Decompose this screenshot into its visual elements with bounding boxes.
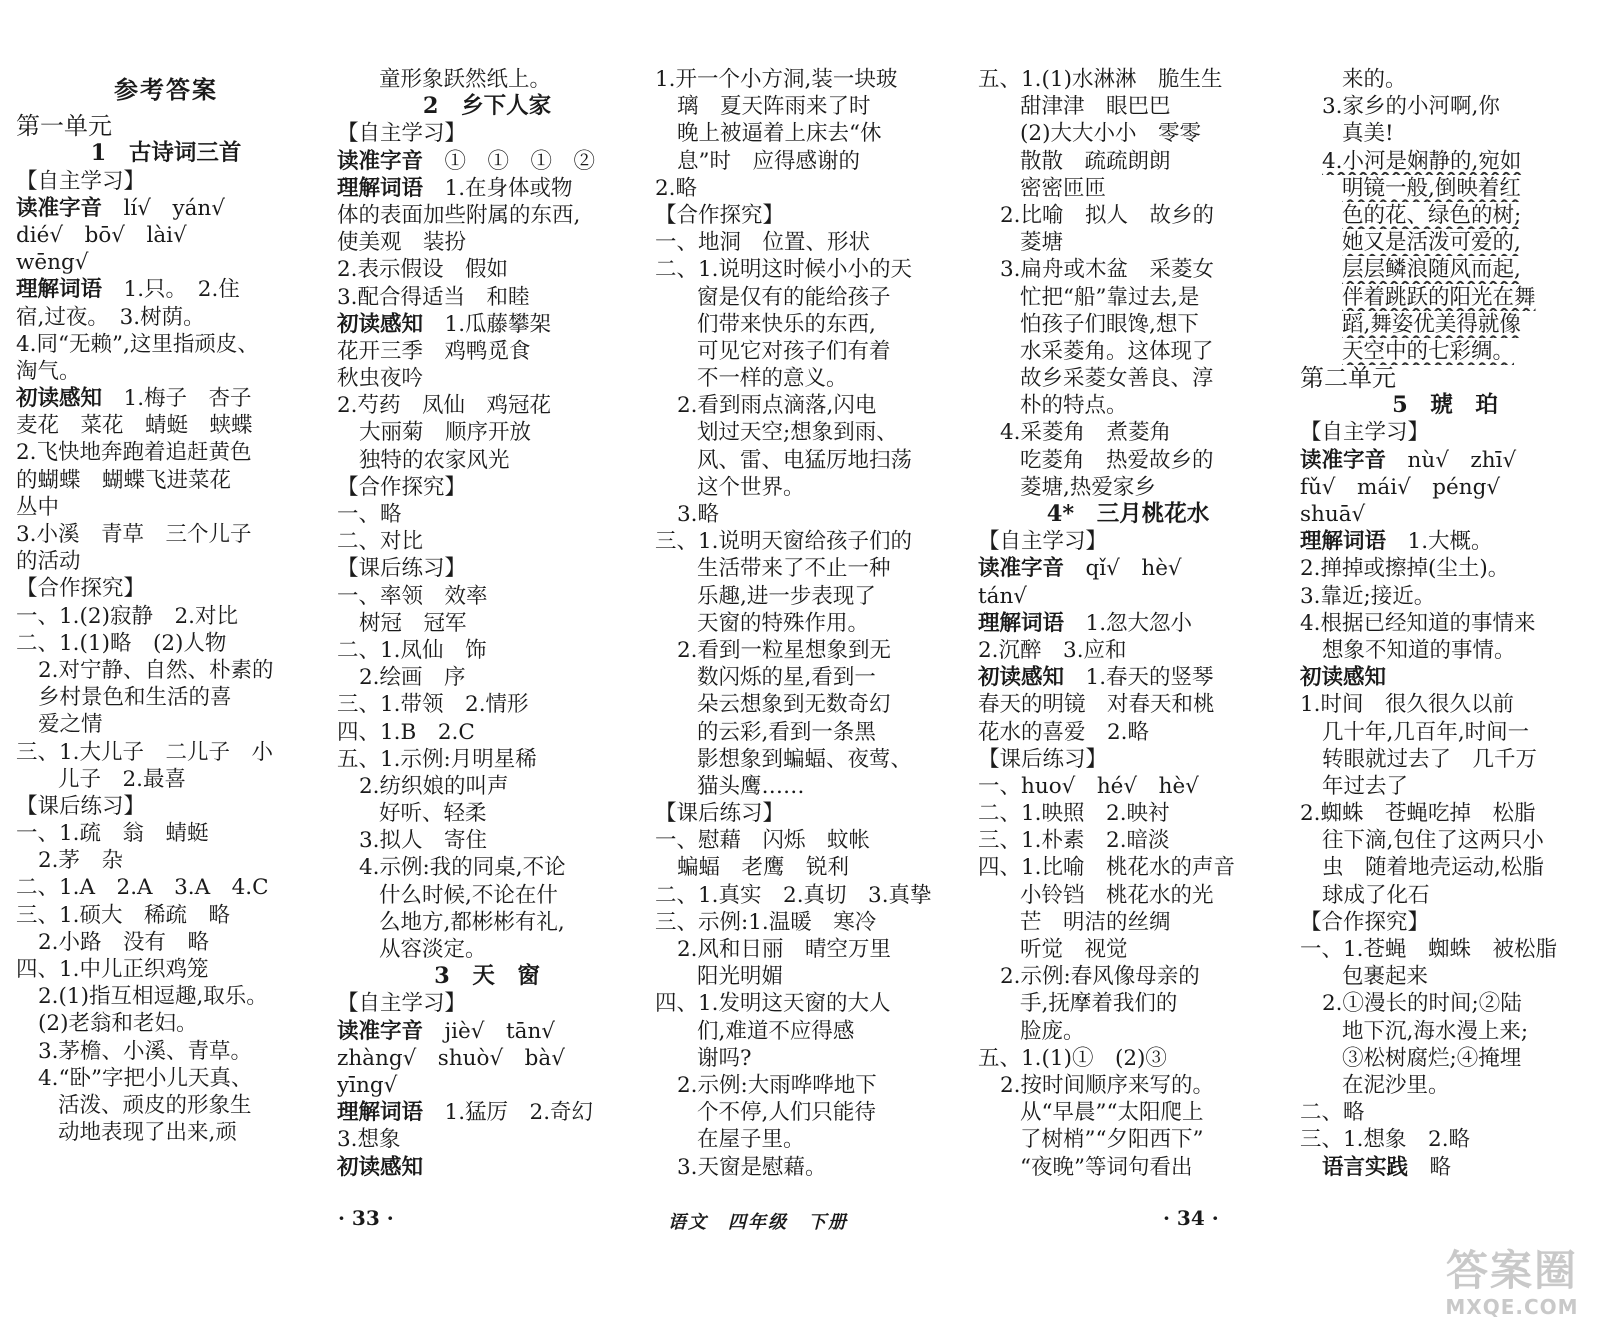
answer-line: 童形象跃然纸上。 (379, 67, 552, 92)
answer-line: 菱塘,热爱家乡 (1020, 474, 1156, 500)
answer-line: 四、1.中儿正织鸡笼 (16, 957, 209, 982)
answer-line: 2.对宁静、自然、朴素的 (38, 657, 274, 683)
answer-line: 活泼、顽皮的形象生 (58, 1092, 252, 1118)
answer-line: 二、1.真实 2.真切 3.真挚 (655, 882, 932, 908)
answer-line: 3.靠近;接近。 (1300, 583, 1436, 609)
section-tag: 【课后练习】 (337, 556, 467, 582)
answer-line: 4.同“无赖”,这里指顽皮、 (16, 331, 259, 357)
answer-line: 初读感知 1.梅子 杏子 (16, 386, 252, 412)
answer-line: dié√ bō√ lài√ (16, 222, 187, 248)
answer-line: 她又是活泼可爱的, (1342, 230, 1521, 256)
answer-line: (2)老翁和老妇。 (38, 1011, 198, 1037)
watermark-logo-text: 答案圈 (1445, 1246, 1578, 1295)
lesson-heading: 4* 三月桃花水 (1046, 501, 1210, 527)
answer-line: 璃 夏天阵雨来了时 (677, 94, 871, 120)
answer-line: 语言实践 略 (1322, 1154, 1452, 1180)
answer-line: 来的。 (1342, 67, 1407, 92)
answer-line: 天窗的特殊作用。 (697, 610, 870, 636)
section-tag: 【课后练习】 (978, 746, 1108, 772)
answer-line: 往下滴,包住了这两只小 (1322, 828, 1544, 854)
answer-line: 3.拟人 寄住 (359, 828, 488, 854)
answer-line: 真美! (1342, 121, 1394, 147)
answer-line: 朴的特点。 (1020, 393, 1128, 419)
answer-line: 秋虫夜吟 (337, 366, 424, 392)
answer-line: 好听、轻柔 (379, 801, 487, 827)
answer-line: 层层鳞浪随风而起, (1342, 257, 1521, 283)
answer-line: 2.略 (655, 175, 698, 201)
answer-line: 初读感知 1.春天的竖琴 (978, 665, 1214, 691)
answer-line: 吃菱角 热爱故乡的 (1020, 447, 1214, 473)
answer-line: 可见它对孩子们有着 (697, 338, 891, 364)
answer-line: 二、略 (1300, 1100, 1365, 1126)
section-keyword: 读准字音 (978, 556, 1065, 582)
answer-line: 2.比喻 拟人 故乡的 (1000, 202, 1215, 228)
answer-line: 虫 随着地壳运动,松脂 (1322, 855, 1544, 881)
answer-line: 芒 明洁的丝绸 (1020, 909, 1171, 935)
section-tag: 【自主学习】 (337, 121, 467, 147)
answer-line: 几十年,几百年,时间一 (1322, 719, 1530, 745)
answer-line: 爱之情 (38, 712, 103, 738)
section-keyword: 初读感知 (978, 665, 1065, 691)
answer-line: 想象不知道的事情。 (1322, 637, 1516, 663)
answer-line: 菱塘 (1020, 230, 1064, 256)
answer-line: 从“早晨”“太阳爬上 (1020, 1100, 1204, 1126)
section-keyword: 读准字音 (16, 195, 103, 221)
answer-line: 五、1.示例:月明星稀 (337, 746, 537, 772)
section-keyword: 读准字音 (337, 148, 424, 174)
section-tag: 【自主学习】 (16, 168, 146, 194)
answer-line: 二、1.(1)略 (2)人物 (16, 630, 227, 656)
answer-line: 一、1.苍蝇 蜘蛛 被松脂 (1300, 937, 1558, 962)
section-tag: 【课后练习】 (655, 801, 785, 827)
answer-line: 二、对比 (337, 529, 424, 555)
answer-line: 什么时候,不论在什 (379, 882, 558, 908)
answer-line: 划过天空;想象到雨、 (697, 420, 898, 446)
answer-line: 五、1.(1)① (2)③ (978, 1045, 1167, 1071)
answer-line: 明镜一般,倒映着红 (1342, 175, 1521, 201)
answer-line: 2.(1)指互相逗趣,取乐。 (38, 984, 268, 1010)
answer-line: 伴着跳跃的阳光在舞 (1342, 284, 1536, 310)
answer-line: 2.小路 没有 略 (38, 929, 210, 955)
answer-line: 猫头鹰…… (697, 773, 805, 799)
answer-line: 三、1.想象 2.略 (1300, 1127, 1471, 1153)
answer-line: 一、1.疏 翁 蜻蜓 (16, 821, 209, 847)
section-keyword: 理解词语 (337, 175, 424, 201)
answer-line: 麦花 菜花 蜻蜓 蛱蝶 (16, 413, 253, 439)
answer-line: 怕孩子们眼馋,想下 (1020, 311, 1199, 337)
section-tag: 【自主学习】 (1300, 420, 1430, 446)
answer-line: 这个世界。 (697, 474, 805, 500)
answer-line: 们带来快乐的东西, (697, 311, 876, 337)
answer-line: fǔ√ mái√ péng√ (1300, 474, 1501, 500)
answer-line: 1.时间 很久很久以前 (1300, 692, 1515, 718)
answer-line: 风、雷、电猛厉地扫荡 (697, 447, 913, 473)
answer-line: 一、慰藉 闪烁 蚊帐 (655, 828, 871, 854)
answer-line (1300, 664, 1590, 691)
answer-line: 花开三季 鸡鸭觅食 (337, 338, 531, 364)
answer-line: 体的表面加些附属的东西, (337, 202, 581, 228)
answer-line: 不一样的意义。 (697, 366, 848, 392)
answer-line: 密密匝匝 (1020, 175, 1107, 201)
answer-line: 宿,过夜。 3.树荫。 (16, 304, 205, 330)
answer-line: 在泥沙里。 (1342, 1072, 1450, 1098)
answer-line: 2.绘画 序 (359, 665, 466, 691)
answer-line: 数闪烁的星,看到一 (697, 665, 876, 691)
answer-line: 2.按时间顺序来写的。 (1000, 1072, 1215, 1098)
column-5 (1300, 66, 1590, 1181)
section-keyword: 读准字音 (337, 1018, 424, 1044)
unit-heading: 第二单元 (1300, 365, 1396, 393)
answer-line: 了树梢”“夕阳西下” (1020, 1127, 1204, 1153)
answer-line: 蹈,舞姿优美得就像 (1342, 311, 1521, 337)
answer-line: 1.开一个小方洞,装一块玻 (655, 67, 898, 92)
answer-line: 4.采菱角 煮菱角 (1000, 420, 1172, 446)
answer-line: 年过去了 (1322, 773, 1409, 799)
section-keyword: 理解词语 (978, 610, 1065, 636)
answer-line: 脸庞。 (1020, 1018, 1085, 1044)
section-tag: 【自主学习】 (978, 529, 1108, 555)
section-tag: 【合作探究】 (337, 474, 467, 500)
answer-line (337, 1154, 637, 1181)
answer-line: wēng√ (16, 250, 89, 276)
section-keyword: 初读感知 (337, 311, 424, 337)
answer-line: zhàng√ shuò√ bà√ (337, 1045, 565, 1071)
answer-line: 影想象到蝙蝠、夜莺、 (697, 746, 913, 772)
answer-line: 3.天窗是慰藉。 (677, 1154, 827, 1180)
answer-line: 么地方,都彬彬有礼, (379, 909, 565, 935)
answer-line: 的活动 (16, 549, 81, 575)
answer-line: 3.想象 (337, 1127, 401, 1153)
answer-line: 动地表现了出来,顽 (58, 1120, 237, 1146)
answer-line: 在屋子里。 (697, 1127, 805, 1153)
answer-line: 初读感知 1.瓜藤攀架 (337, 311, 552, 337)
answer-line: 独特的农家风光 (359, 447, 510, 473)
answer-line: 2.表示假设 假如 (337, 257, 509, 283)
answer-line: 2.示例:春风像母亲的 (1000, 964, 1200, 990)
answer-line: 淘气。 (16, 358, 81, 384)
answer-line: 忙把“船”靠过去,是 (1020, 284, 1200, 310)
answer-line: 三、1.大儿子 二儿子 小 (16, 739, 274, 765)
answer-line: 蝙蝠 老鹰 锐利 (677, 855, 850, 881)
answer-line: 乡村景色和生活的喜 (38, 685, 232, 711)
answer-line: 2.①漫长的时间;②陆 (1322, 991, 1522, 1017)
unit-heading: 第一单元 (16, 113, 112, 141)
section-keyword: 理解词语 (1300, 529, 1387, 555)
answer-line: 一、地洞 位置、形状 (655, 230, 871, 256)
answer-line: 读准字音 jiè√ tān√ (337, 1018, 555, 1044)
answer-line: 2.示例:大雨哗哗地下 (677, 1072, 877, 1098)
answer-line: 2.飞快地奔跑着追赶黄色 (16, 440, 252, 466)
answer-line: 包裹起来 (1342, 964, 1429, 990)
answer-line: 花水的喜爱 2.略 (978, 719, 1150, 745)
answer-line: 手,抚摩着我们的 (1020, 991, 1178, 1017)
answer-line: 三、1.带领 2.情形 (337, 692, 529, 718)
answer-line: shuā√ (1300, 502, 1366, 527)
answer-line: 3.茅檐、小溪、青草。 (38, 1038, 253, 1064)
answer-line: 3.略 (677, 502, 720, 527)
column-4 (978, 66, 1278, 1181)
lesson-heading: 1 古诗词三首 (90, 140, 242, 167)
answer-line: 二、1.映照 2.映衬 (978, 801, 1170, 827)
answer-line: 一、1.(2)寂静 2.对比 (16, 603, 238, 629)
lesson-heading: 3 天 窗 (434, 963, 540, 990)
answer-line: 水采菱角。这体现了 (1020, 338, 1214, 364)
answer-line: 的云彩,看到一条黑 (697, 719, 876, 745)
answer-line: 4.“卧”字把小儿天真、 (38, 1065, 253, 1091)
answer-line: 朵云想象到无数奇幻 (697, 692, 891, 718)
answer-line: 春天的明镜 对春天和桃 (978, 692, 1215, 718)
page-number-left: · 33 · (338, 1206, 394, 1230)
answer-line: 乐趣,进一步表现了 (697, 583, 876, 609)
answer-line: 五、1.(1)水淋淋 脆生生 (978, 67, 1223, 92)
answer-line: 故乡采菱女善良、淳 (1020, 366, 1214, 392)
section-tag: 【合作探究】 (16, 576, 146, 602)
answer-line: 理解词语 1.猛厉 2.奇幻 (337, 1100, 594, 1126)
answer-line: 生活带来了不止一种 (697, 556, 891, 582)
answer-line: 色的花、绿色的树; (1342, 202, 1522, 228)
answer-line: 天空中的七彩绸。 (1342, 338, 1515, 364)
answer-line: (2)大大小小 零零 (1020, 121, 1201, 147)
answer-line: 4.根据已经知道的事情来 (1300, 610, 1536, 636)
answer-line: 2.芍药 凤仙 鸡冠花 (337, 393, 552, 419)
answer-line: 2.蜘蛛 苍蝇吃掉 松脂 (1300, 801, 1536, 827)
answer-line: 晚上被逼着上床去“休 (677, 121, 882, 147)
answer-line: 三、1.朴素 2.暗淡 (978, 828, 1170, 854)
answer-line: 3.家乡的小河啊,你 (1322, 94, 1500, 120)
answer-line: 丛中 (16, 494, 60, 520)
section-tag: 【合作探究】 (655, 202, 785, 228)
answer-line: 三、1.硕大 稀疏 略 (16, 902, 231, 928)
answer-line: 球成了化石 (1322, 882, 1430, 908)
book-footer: 语文 四年级 下册 (668, 1212, 848, 1233)
watermark-logo (1442, 1247, 1582, 1327)
answer-line: 甜津津 眼巴巴 (1020, 94, 1171, 120)
answer-line: 读准字音 lí√ yán√ (16, 195, 225, 221)
answer-line: 2.风和日丽 晴空万里 (677, 937, 892, 962)
page-title: 参考答案 (114, 76, 218, 104)
answer-line: 们,难道不应得感 (697, 1018, 855, 1044)
section-keyword: 初读感知 (337, 1154, 424, 1180)
answer-line: 窗是仅有的能给孩子 (697, 284, 891, 310)
answer-line: 读准字音 nù√ zhī√ (1300, 447, 1517, 473)
section-tag: 【自主学习】 (337, 991, 467, 1017)
answer-line: 四、1.比喻 桃花水的声音 (978, 855, 1236, 881)
answer-line: 转眼就过去了 几千万 (1322, 746, 1538, 772)
section-keyword: 理解词语 (16, 277, 103, 303)
answer-line: 小铃铛 桃花水的光 (1020, 882, 1214, 908)
column-2 (337, 66, 637, 1181)
section-keyword: 读准字音 (1300, 447, 1387, 473)
column-3 (655, 66, 955, 1181)
answer-line: 四、1.B 2.C (337, 719, 475, 745)
answer-line: 3.小溪 青草 三个儿子 (16, 522, 252, 547)
answer-line: 理解词语 1.忽大忽小 (978, 610, 1193, 636)
answer-line: 一、率领 效率 (337, 583, 488, 609)
answer-line: 一、huo√ hé√ hè√ (978, 773, 1199, 799)
answer-line: ③松树腐烂;④掩埋 (1342, 1045, 1522, 1071)
answer-line: 使美观 装扮 (337, 230, 467, 256)
answer-line: 2.看到一粒星想象到无 (677, 637, 892, 663)
lesson-heading: 5 琥 珀 (1392, 392, 1498, 419)
answer-line: 读准字音 qǐ√ hè√ (978, 556, 1182, 582)
section-tag: 【合作探究】 (1300, 909, 1430, 935)
answer-line: 四、1.发明这天窗的大人 (655, 991, 891, 1017)
answer-line: 二、1.凤仙 饰 (337, 637, 487, 663)
answer-line: 2.茅 杂 (38, 848, 124, 874)
section-keyword: 理解词语 (337, 1100, 424, 1126)
answer-line: 理解词语 1.在身体或物 (337, 175, 573, 201)
answer-line: yīng√ (337, 1072, 398, 1098)
answer-line: 阳光明媚 (697, 964, 784, 990)
spacer (16, 66, 316, 76)
answer-line: 儿子 2.最喜 (58, 766, 187, 792)
answer-line: 的蝴蝶 蝴蝶飞进菜花 (16, 467, 232, 493)
answer-line: 散散 疏疏朗朗 (1020, 148, 1171, 174)
answer-line: 息”时 应得感谢的 (677, 148, 860, 174)
answer-line: 3.配合得适当 和睦 (337, 284, 530, 310)
answer-line: 2.看到雨点滴落,闪电 (677, 393, 877, 419)
watermark-site: MXQE.COM (1445, 1295, 1579, 1319)
answer-line: 从容淡定。 (379, 937, 487, 962)
answer-line: 二、1.说明这时候小小的天 (655, 257, 913, 283)
answer-line: “夜晚”等词句看出 (1020, 1154, 1193, 1180)
answer-line: 谢吗? (697, 1045, 752, 1071)
section-tag: 【课后练习】 (16, 793, 146, 819)
answer-line: tán√ (978, 583, 1028, 609)
answer-line: 读准字音 ① ① ① ② (337, 148, 596, 174)
answer-line: 一、略 (337, 502, 402, 527)
answer-line: 地下沉,海水漫上来; (1342, 1018, 1529, 1044)
answer-line: 大丽菊 顺序开放 (359, 420, 532, 446)
answer-line: 2.纺织娘的叫声 (359, 773, 509, 799)
answer-line: 4.小河是娴静的,宛如 (1322, 148, 1522, 174)
answer-line: 树冠 冠军 (359, 610, 467, 636)
column-1 (16, 66, 316, 1146)
answer-line: 二、1.A 2.A 3.A 4.C (16, 875, 269, 901)
answer-line: 听觉 视觉 (1020, 937, 1128, 962)
section-keyword: 语言实践 (1322, 1154, 1409, 1180)
lesson-heading: 2 乡下人家 (422, 93, 552, 120)
section-keyword: 初读感知 (16, 386, 103, 412)
spacer (16, 103, 316, 113)
answer-line: 个不停,人们只能待 (697, 1100, 876, 1126)
answer-line: 理解词语 1.只。 2.住 (16, 277, 240, 303)
section-keyword: 初读感知 (1300, 665, 1387, 691)
answer-line: 理解词语 1.大概。 (1300, 529, 1493, 555)
answer-line: 三、示例:1.温暖 寒冷 (655, 909, 877, 935)
answer-line: 4.示例:我的同桌,不论 (359, 855, 566, 881)
answer-line: 2.沉醉 3.应和 (978, 637, 1127, 663)
page-number-right: · 34 · (1163, 1206, 1219, 1230)
answer-line: 3.扁舟或木盆 采菱女 (1000, 257, 1215, 283)
answer-line: 三、1.说明天窗给孩子们的 (655, 529, 913, 555)
answer-line: 2.掸掉或擦掉(尘土)。 (1300, 556, 1510, 582)
